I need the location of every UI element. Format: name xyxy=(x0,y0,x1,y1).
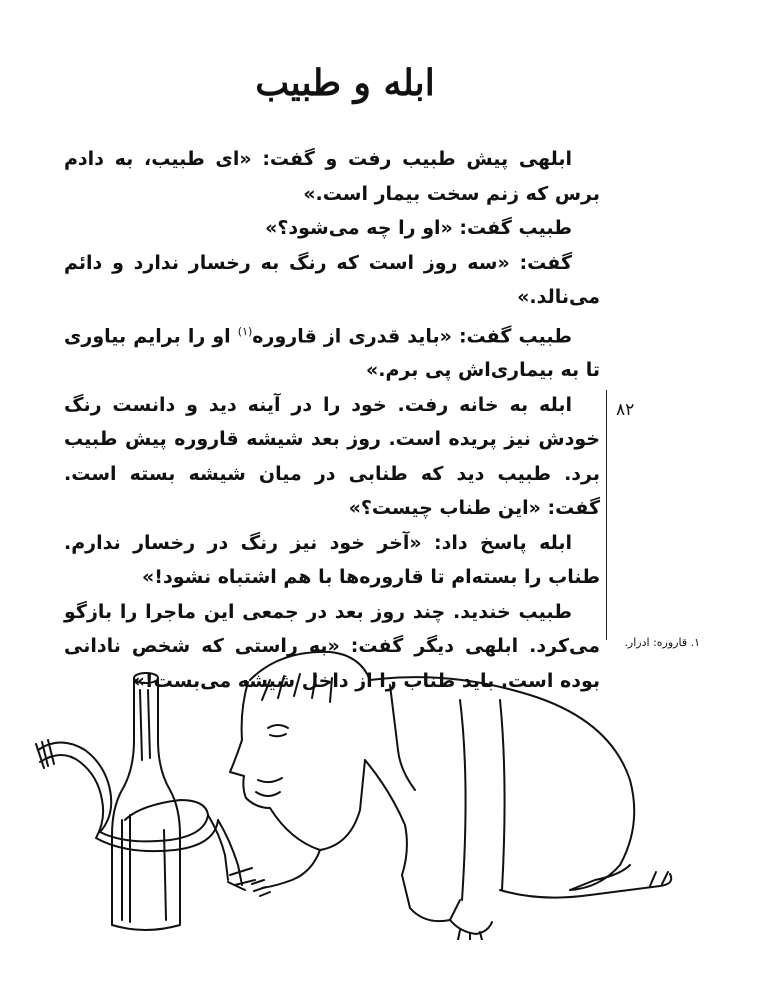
footnote-marker: (۱) xyxy=(237,324,253,338)
story-text xyxy=(64,142,600,698)
footnote: ۱. قاروره: ادرار. xyxy=(624,636,700,649)
rope-drawing xyxy=(36,740,255,890)
paragraph-2: طبیب گفت: «او را چه می‌شود؟» xyxy=(265,217,572,239)
story-title: ابله و طبیب xyxy=(255,62,435,104)
paragraph-4-start: طبیب گفت: «باید قدری از قاروره xyxy=(252,324,572,347)
paragraph-5: ابله به خانه رفت. خود را در آینه دید و دانست رنگ خودش نیز پریده است. روز بعد شیشه قاروره پیش طبیب برد. طبیب دید که طنابی در میان شیشه بسته است. گفت: «این طناب چیست؟» xyxy=(64,393,600,520)
man-head-drawing xyxy=(230,652,370,850)
paragraph-3: گفت: «سه روز است که رنگ به رخسار ندارد و دائم می‌نالد.» xyxy=(64,251,600,308)
man-body-drawing xyxy=(365,677,634,921)
paragraph-4 xyxy=(64,315,600,388)
paragraph-4-end: او را برایم بیاوری تا به بیماری‌اش پی برم.» xyxy=(64,324,600,382)
paragraph-1: ابلهی پیش طبیب رفت و گفت: «ای طبیب، به دادم برس که زنم سخت بیمار است.» xyxy=(64,148,600,205)
illustration-man-and-bottle xyxy=(30,640,690,940)
paragraph-6: ابله پاسخ داد: «آخر خود نیز رنگ در رخسار ندارم. طناب را بسته‌ام تا قاروره‌ها با هم اشتباه نشود!» xyxy=(64,531,600,589)
paragraph-7: طبیب خندید. چند روز بعد در جمعی این ماجرا را بازگو می‌کرد. ابلهی دیگر گفت: «به راستی که شخص نادانی بوده است. باید طناب را از داخل شیشه می‌بست!» xyxy=(64,600,600,692)
page-number: ۸۲ xyxy=(616,400,635,420)
margin-rule xyxy=(606,390,607,640)
